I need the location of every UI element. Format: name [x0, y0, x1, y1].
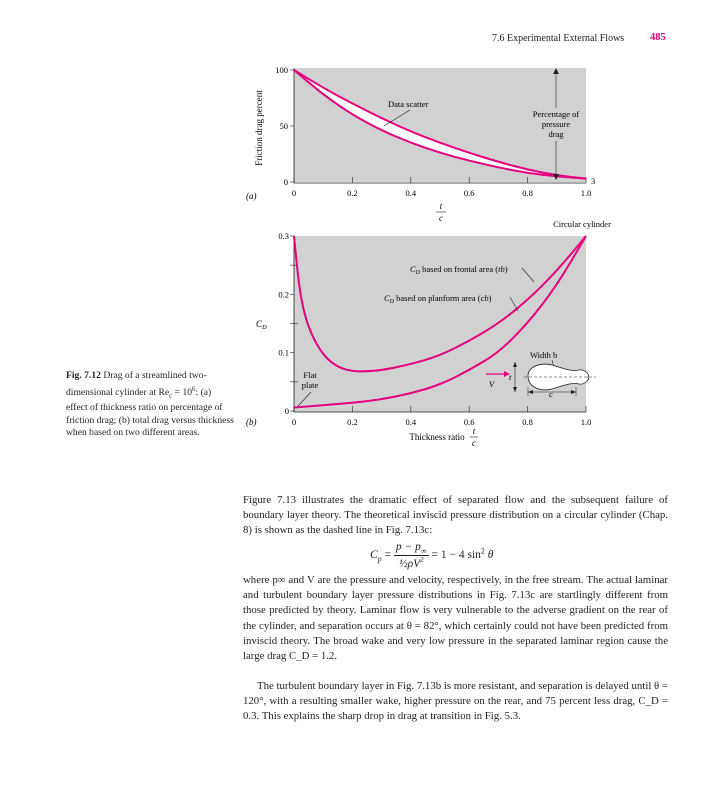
panel-b-ytick-label: 0.2	[278, 289, 289, 300]
eq-num-sub: ∞	[420, 546, 427, 556]
panel-a-xlabel-den: c	[439, 213, 443, 223]
panel-b-ytick-label: 0.3	[278, 231, 289, 241]
panel-a-ytick-label: 50	[279, 121, 288, 131]
panel-b-xlabel-den: c	[472, 438, 476, 448]
page-number: 485	[650, 32, 666, 43]
panel-b-xtick-label: 0.2	[347, 417, 358, 427]
caption-line-6: when based on two different areas.	[66, 427, 200, 439]
panel-a-end-value: 3	[591, 176, 596, 186]
running-header: 7.6 Experimental External Flows	[492, 33, 625, 44]
caption-line-1: Drag of a streamlined	[103, 370, 187, 381]
eq-numerator: p − p	[395, 541, 421, 553]
paragraph-3-text: The turbulent boundary layer in Fig. 7.13b is more resistant, and separation is delayed until θ = 120°, with a resulting smaller wake, higher pressure on the rear, and 75 percent less drag, C_D = 0.3. This explains the sharp drop in drag at transition in Fig. 5.3.	[243, 680, 668, 723]
sketch-c-label: c	[549, 389, 553, 399]
caption-label: Fig. 7.12	[66, 370, 101, 381]
eq-lhs-sub: p	[377, 554, 382, 564]
planform-area-label: $C_D$ based on planform area (cb)	[384, 293, 492, 305]
paragraph-2-text: where p∞ and V are the pressure and velocity, respectively, in the free stream. The actual laminar and turbulent boundary layer pressure distributions in Fig. 7.13c are startlingly different from those predicted by theory. Laminar flow is very vulnerable to the adverse gradient on the rear of the cylinder, and separation occurs at θ = 82°, which certainly could not have been predicted from inviscid theory. The broad wake and very low pressure in the separated laminar region cause the large drag C_D = 1.2.	[243, 574, 668, 663]
pressure-label-2: pressure	[541, 119, 571, 129]
sketch-V-label: V	[489, 379, 495, 389]
caption-exp-base: 10	[182, 386, 193, 398]
caption-exp: 6	[192, 384, 196, 393]
paragraph-3	[243, 679, 668, 725]
panel-b-xtick-label: 0.4	[405, 417, 417, 427]
caption-sub-c: c	[169, 391, 173, 400]
flat-plate-label-2: plate	[301, 380, 319, 390]
flat-plate-label-1: Flat	[303, 370, 317, 380]
panel-b-xlabel: Thickness ratio	[409, 432, 465, 442]
caption-eq: =	[172, 386, 181, 398]
eq-rhs-tail: θ	[484, 549, 494, 562]
figure-caption	[66, 370, 234, 440]
pressure-label-1: Percentage of	[532, 109, 580, 119]
panel-b-ylabel: $C_D$	[256, 319, 267, 331]
eq-den-sup: 2	[420, 556, 424, 565]
panel-a-label: (a)	[246, 191, 257, 201]
panel-a-xtick-label: 0.4	[405, 188, 417, 198]
sketch-t-label: t	[509, 372, 512, 382]
panel-a-data-scatter-label: Data scatter	[388, 99, 429, 109]
eq-fraction	[394, 541, 429, 570]
sketch-width-label: Width b	[530, 350, 558, 360]
equation: $C_p$ = $\frac{p - p_\infty}{\frac{1}{2}\rho V^2}$ = 1 − 4 $\sin^2 \theta$	[370, 541, 494, 571]
frontal-area-label: $C_D$ based on frontal area (tb)	[410, 264, 508, 276]
panel-a-xtick-label: 1.0	[580, 188, 592, 198]
panel-a-ytick-label: 0	[283, 177, 288, 187]
panel-b-xtick-label: 0.8	[522, 417, 533, 427]
panel-a-xtick-label: 0.2	[347, 188, 358, 198]
panel-a-xtick-label: 0	[291, 188, 297, 198]
panel-a-xlabel-num: t	[439, 201, 443, 211]
eq-rhs: = 1 − 4 sin	[431, 549, 481, 562]
caption-line-2: two-dimensional cylinder at Re	[66, 370, 207, 398]
paragraph-2	[243, 573, 668, 664]
panel-a-xtick-label: 0.6	[463, 188, 475, 198]
eq-lhs: C	[370, 549, 378, 562]
pressure-label-3: drag	[548, 129, 564, 139]
panel-b-xtick-label: 0.6	[463, 417, 475, 427]
panel-b-xtick-label: 1.0	[580, 417, 592, 427]
eq-rhs-sup: 2	[480, 546, 485, 556]
paragraph-1-text: Figure 7.13 illustrates the dramatic effect of separated flow and the subsequent failure of boundary layer theory. The theoretical inviscid pressure distribution on a circular cylinder (Chap. 8) is shown as the dashed line in Fig. 7.13c:	[243, 494, 668, 537]
caption-line-3: : (a) effect of thickness ratio on	[66, 386, 212, 414]
caption-line-4: percentage of friction drag;	[66, 402, 223, 426]
panel-a-y-ticks	[275, 65, 294, 187]
panel-b-xlabel-num: t	[472, 426, 476, 436]
circular-cylinder-label: Circular cylinder	[553, 219, 611, 229]
paragraph-1	[243, 493, 668, 539]
panel-a-ytick-label: 100	[275, 65, 288, 75]
panel-a-ylabel: Friction drag percent	[254, 90, 264, 166]
eq-denominator: ½ρV	[398, 558, 421, 571]
caption-line-5: (b) total drag versus thickness	[118, 414, 234, 426]
panel-a-xtick-label: 0.8	[522, 188, 533, 198]
panel-b-label: (b)	[246, 417, 257, 427]
panel-b-ytick-label: 0	[284, 406, 289, 416]
panel-b-ytick-label: 0.1	[278, 347, 289, 358]
panel-b-xtick-label: 0	[291, 417, 297, 427]
